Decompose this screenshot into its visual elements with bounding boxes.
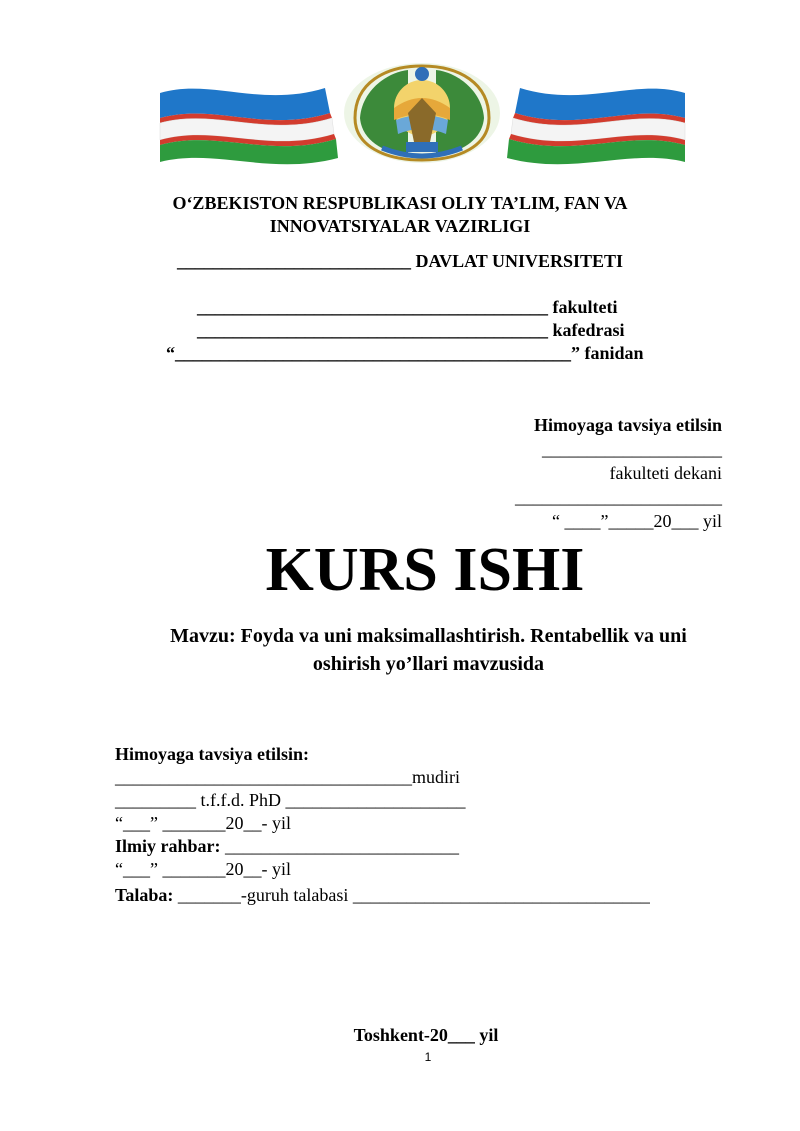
department-line: _______________________________________ kafedrasi [197,320,625,340]
degree-line: _________ t.f.f.d. PhD ____________________ [115,790,466,810]
date-line-2: “___” _______20__- yil [115,859,291,879]
approval-signature-blank: ____________________ [542,439,722,459]
subject-line: “____________________________________________” fanidan [166,343,644,363]
page-number: 1 [424,1050,432,1064]
supervisor-label: Ilmiy rahbar: [115,836,221,856]
topic-line-1: Mavzu: Foyda va uni maksimallashtirish. Rentabellik va uni [170,625,687,647]
approval-block [515,413,722,533]
approval-dean-blank: _______________________ [515,487,722,507]
approval-title: Himoyaga tavsiya etilsin [534,415,722,435]
right-flag-icon [507,88,685,164]
student-label: Talaba: [115,885,174,905]
topic-line-2: oshirish yo’llari mavzusida [312,653,545,675]
footer-city-year: Toshkent-20___ yil [353,1025,499,1045]
head-of-department-line: _________________________________mudiri [115,767,460,787]
dean-label: fakulteti dekani [609,463,722,483]
bottom-approval-block [115,743,650,907]
state-emblem-banner [150,58,695,166]
approval-date: “ ____”_____20___ yil [552,511,722,531]
coat-of-arms-icon [344,63,500,163]
ministry-line-1: O‘ZBEKISTON RESPUBLIKASI OLIY TA’LIM, FAN VA [172,193,628,213]
student-line [115,884,650,907]
student-rest: _______-guruh talabasi _________________________________ [173,885,650,905]
document-title: KURS ISHI [265,536,585,604]
faculty-line: _______________________________________ fakulteti [197,297,618,317]
university-line: __________________________ DAVLAT UNIVERSITETI [176,251,624,271]
bottom-approval-title: Himoyaga tavsiya etilsin: [115,744,309,764]
supervisor-blank: __________________________ [220,836,459,856]
left-flag-icon [160,88,338,164]
ministry-line-2: INNOVATSIYALAR VAZIRLIGI [269,216,531,236]
date-line-1: “___” _______20__- yil [115,813,291,833]
supervisor-line [115,835,650,858]
